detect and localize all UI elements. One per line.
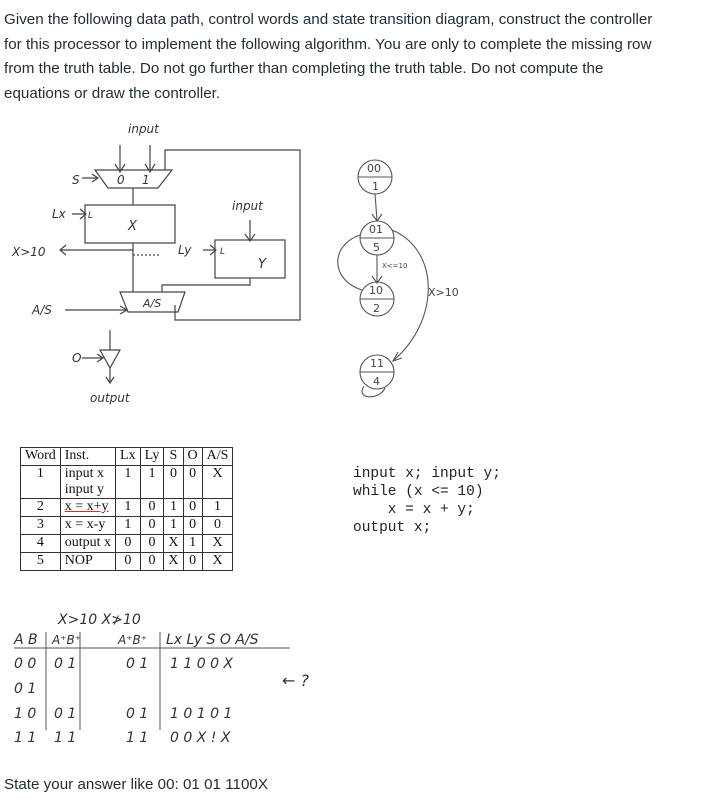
- inst-line: input x: [64, 466, 105, 481]
- state-word: 2: [373, 302, 380, 315]
- cell-o: 0: [183, 553, 202, 571]
- cell-word: 2: [21, 499, 61, 517]
- question-line: from the truth table. Do not go further than completing the truth table. Do not compute the: [4, 60, 604, 77]
- state-word: 1: [372, 180, 379, 193]
- cell-word: 4: [21, 535, 61, 553]
- cell-inst: [60, 466, 115, 499]
- cell-s: 1: [164, 517, 183, 535]
- col-header: Word: [21, 448, 61, 466]
- cell-lx: 1: [116, 466, 141, 499]
- control-word-table: [20, 447, 233, 571]
- cell-o: 0: [183, 499, 202, 517]
- mux-0-label: 0: [117, 173, 125, 187]
- as-side-label: A/S: [32, 303, 52, 317]
- state-code: 10: [369, 284, 383, 297]
- cell-ly: 1: [140, 466, 164, 499]
- edge-large-label: X>10: [428, 286, 459, 299]
- truth-row-ab: 0 0: [14, 656, 37, 672]
- truth-header-next2: A⁺B⁺: [118, 633, 148, 647]
- truth-row-n1: 1 1: [54, 730, 77, 746]
- truth-row-n1: 0 1: [54, 656, 77, 672]
- algorithm-code: [353, 465, 501, 537]
- question-line: for this processor to implement the following algorithm. You are only to complete the missing row: [4, 35, 652, 53]
- answer-prompt: State your answer like 00: 01 01 1100X: [4, 776, 268, 793]
- lx-label: Lx: [52, 207, 66, 221]
- s-label: S: [72, 173, 80, 187]
- register-y-box: [215, 240, 285, 278]
- input-right-label: input: [232, 199, 263, 213]
- edge-small-label: X<=10: [382, 262, 408, 270]
- truth-row-ab: 0 1: [14, 681, 37, 697]
- truth-row-ab: 1 0: [14, 706, 37, 722]
- code-line: x = x + y;: [353, 502, 475, 518]
- code-line: input x; input y;: [353, 466, 501, 482]
- cell-inst: output x: [60, 535, 115, 553]
- col-header: Lx: [116, 448, 141, 466]
- code-line: while (x <= 10): [353, 484, 484, 500]
- truth-header-next1: A⁺B⁺: [52, 633, 82, 647]
- load-l-x-label: L: [88, 211, 94, 221]
- cell-ly: 0: [140, 553, 164, 571]
- state-word: 4: [373, 375, 380, 388]
- cell-s: X: [164, 553, 183, 571]
- ly-label: Ly: [178, 243, 192, 257]
- input-top-label: input: [128, 122, 159, 136]
- state-code: 01: [369, 223, 383, 236]
- table-row: [21, 553, 233, 571]
- cell-o: 0: [183, 517, 202, 535]
- cell-ly: 0: [140, 499, 164, 517]
- cell-lx: 0: [116, 553, 141, 571]
- datapath-labels: [11, 122, 267, 405]
- output-buffer-shape: [100, 350, 120, 368]
- state-word: 5: [373, 241, 380, 254]
- state-code: 00: [367, 162, 381, 175]
- state-code: 11: [370, 357, 384, 370]
- table-row: [21, 499, 233, 517]
- cell-o: 1: [183, 535, 202, 553]
- register-y-label: Y: [258, 257, 266, 272]
- mux-shape: [95, 170, 172, 188]
- cell-word: 5: [21, 553, 61, 571]
- cell-ly: 0: [140, 535, 164, 553]
- missing-row-arrow: ← ?: [282, 671, 309, 690]
- cell-s: X: [164, 535, 183, 553]
- cell-as: X: [202, 535, 233, 553]
- truth-row-ctrl: 0 0 X ! X: [170, 730, 231, 746]
- register-x-label: X: [128, 219, 137, 234]
- table-row: [21, 517, 233, 535]
- alu-label: A/S: [143, 297, 162, 310]
- col-header: O: [183, 448, 202, 466]
- cell-s: 0: [164, 466, 183, 499]
- output-label: output: [90, 391, 130, 405]
- x-greater-10-output-label: X>10: [12, 245, 46, 259]
- cell-word: 1: [21, 466, 61, 499]
- question-line: equations or draw the controller.: [4, 84, 221, 102]
- o-label: O: [72, 351, 82, 365]
- truth-row-ab: 1 1: [14, 730, 37, 746]
- cell-word: 3: [21, 517, 61, 535]
- cell-lx: 1: [116, 499, 141, 517]
- truth-row-n2: 0 1: [126, 656, 149, 672]
- mux-1-label: 1: [142, 173, 150, 187]
- truth-header-ctrl: Lx Ly S O A/S: [166, 632, 259, 648]
- question-line: Given the following data path, control words and state transition diagram, construct the controller: [4, 11, 653, 28]
- cell-ly: 0: [140, 517, 164, 535]
- cell-o: 0: [183, 466, 202, 499]
- state-labels: [367, 162, 459, 388]
- truth-row-n2: 1 1: [126, 730, 149, 746]
- col-header: A/S: [202, 448, 233, 466]
- col-header: S: [164, 448, 183, 466]
- cell-inst: x = x-y: [60, 517, 115, 535]
- truth-cond-header: X>10 X≯10: [58, 612, 141, 628]
- cell-as: 1: [202, 499, 233, 517]
- table-row: [21, 535, 233, 553]
- cell-lx: 1: [116, 517, 141, 535]
- cell-inst: NOP: [60, 553, 115, 571]
- cell-as: X: [202, 553, 233, 571]
- truth-row-n2: 0 1: [126, 706, 149, 722]
- truth-header-ab: A B: [14, 632, 38, 648]
- truth-table-text: [13, 612, 309, 746]
- truth-row-n1: 0 1: [54, 706, 77, 722]
- inst-line: input y: [64, 482, 105, 497]
- cell-as: 0: [202, 517, 233, 535]
- cell-lx: 0: [116, 535, 141, 553]
- load-l-y-label: L: [220, 247, 226, 257]
- cell-as: X: [202, 466, 233, 499]
- col-header: Ly: [140, 448, 164, 466]
- table-header-row: [21, 448, 233, 466]
- truth-row-ctrl: 1 0 1 0 1: [170, 706, 233, 722]
- table-row: [21, 466, 233, 499]
- cell-inst: x = x+y: [60, 499, 115, 517]
- cell-s: 1: [164, 499, 183, 517]
- code-line: output x;: [353, 520, 432, 536]
- col-header: Inst.: [60, 448, 115, 466]
- truth-row-ctrl: 1 1 0 0 X: [170, 656, 234, 672]
